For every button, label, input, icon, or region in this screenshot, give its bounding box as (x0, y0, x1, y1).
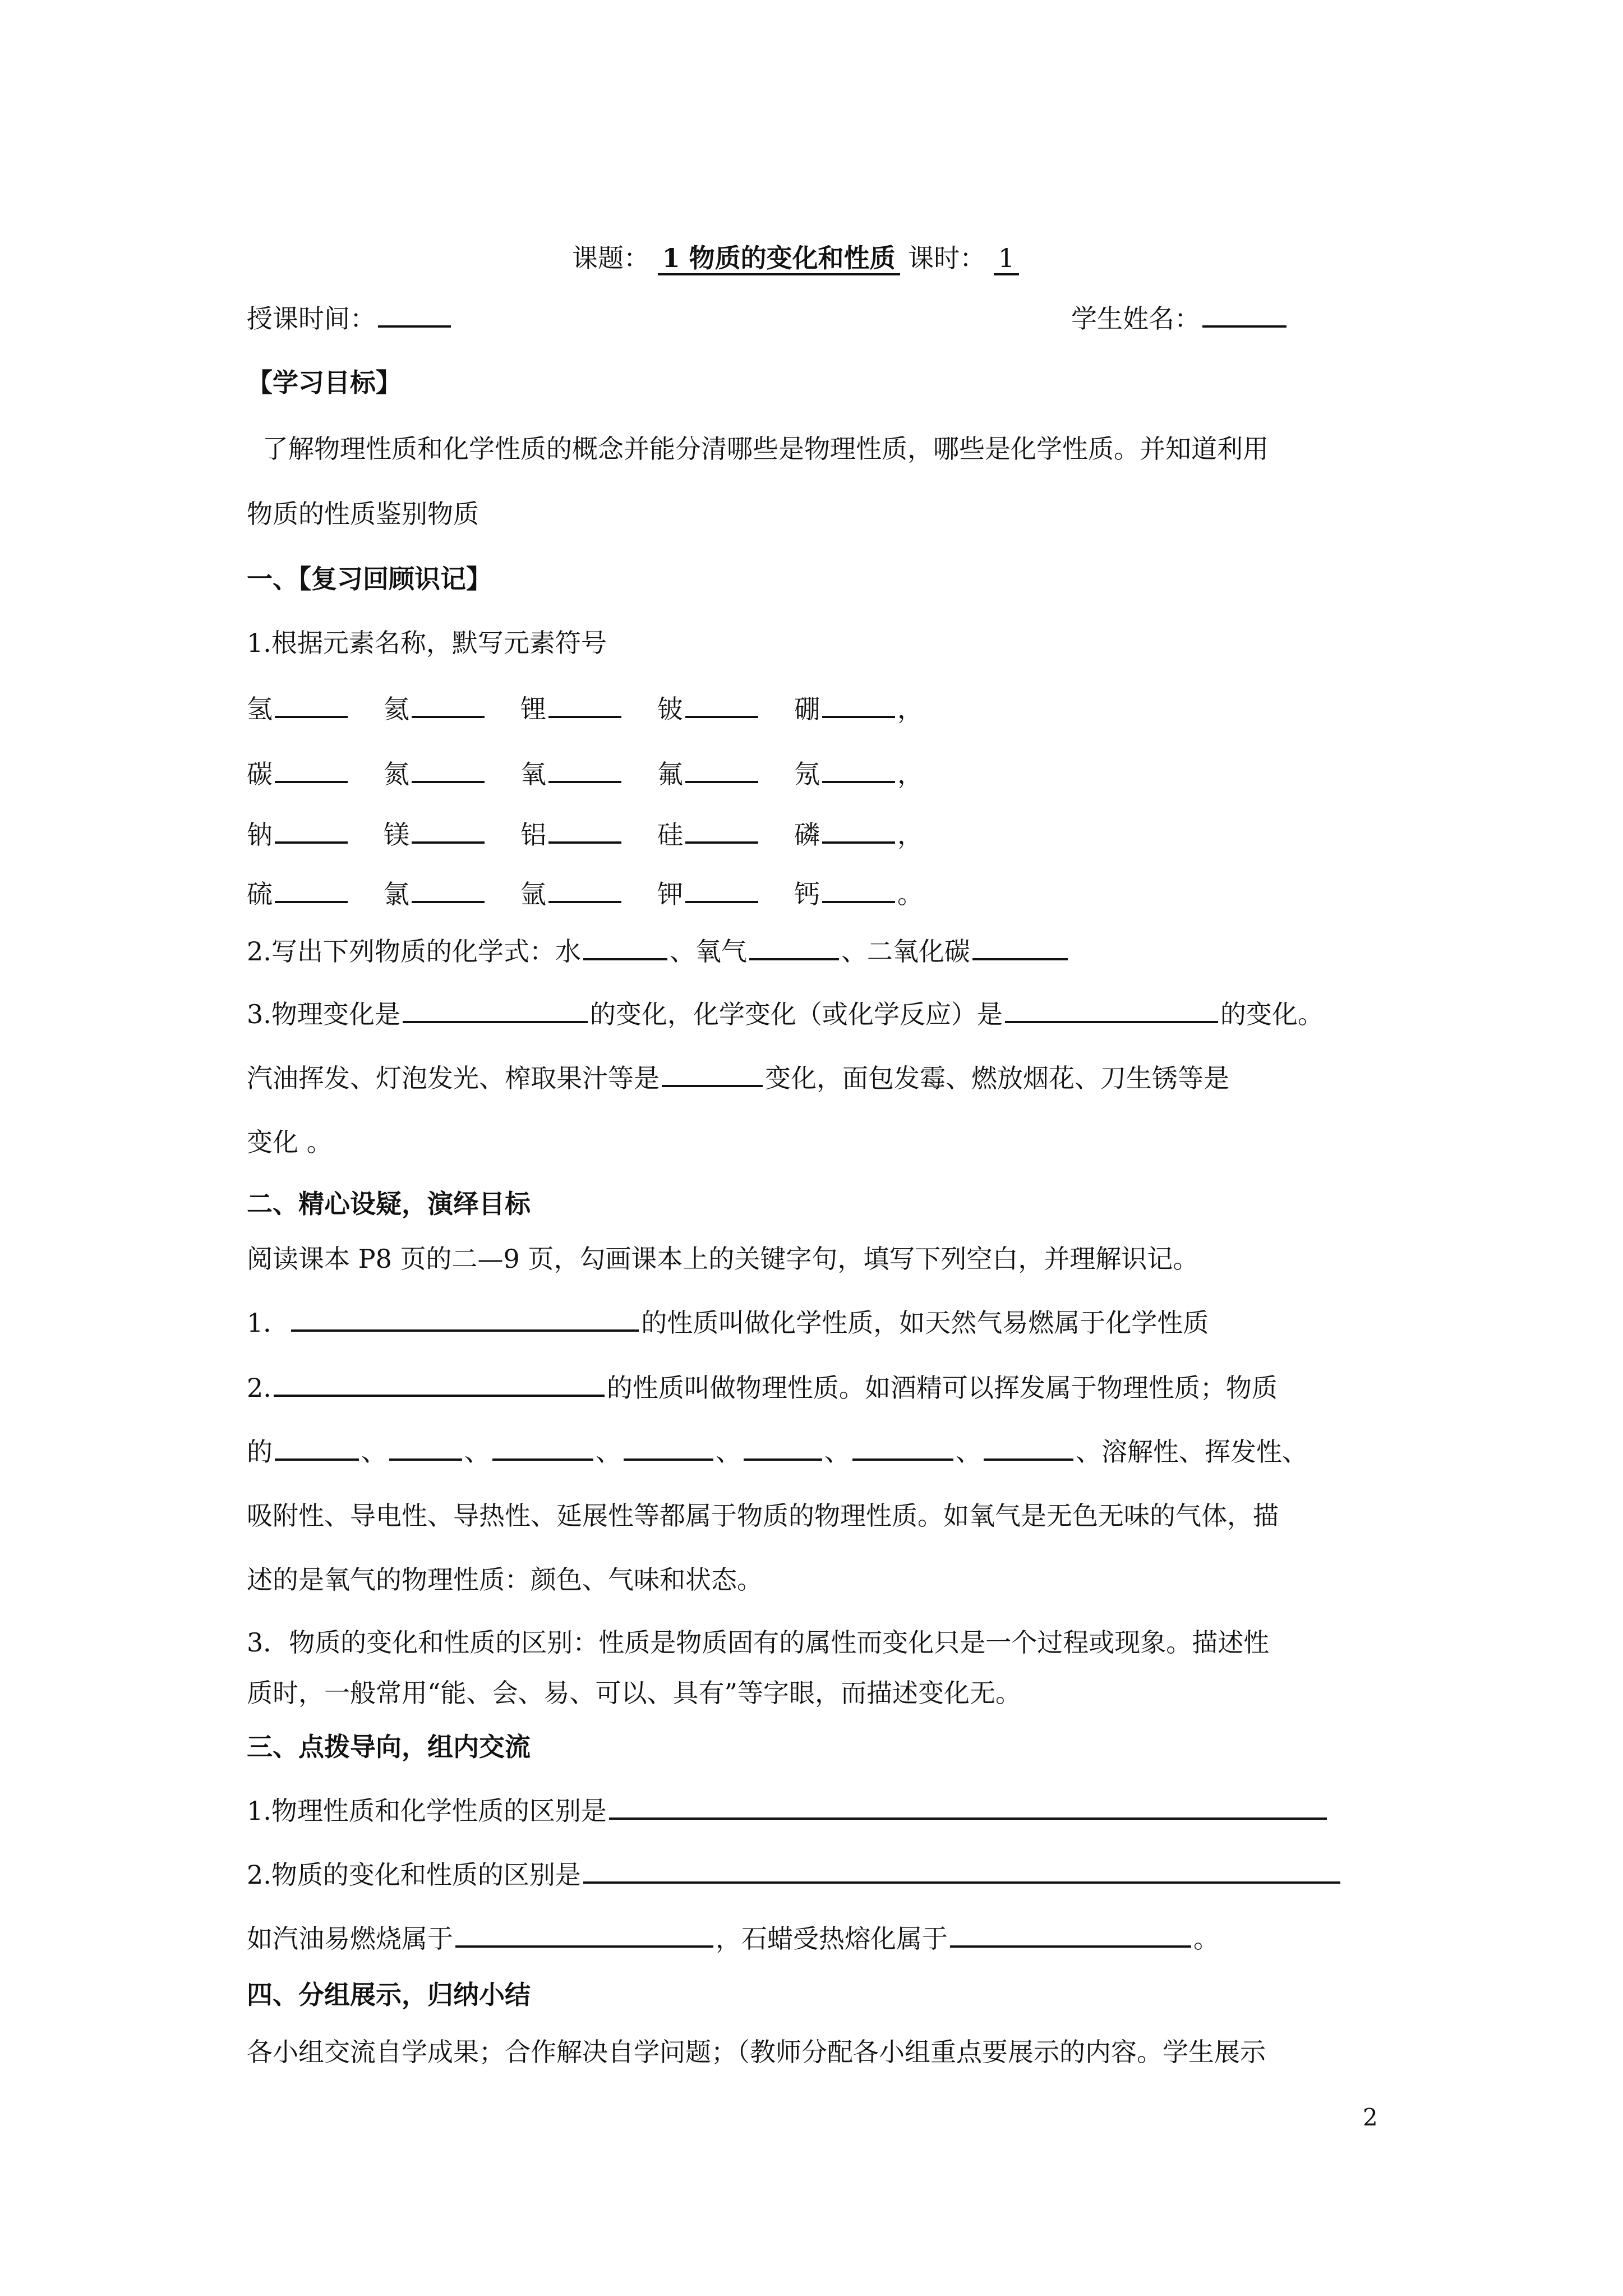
q3-text-a: 3.物理变化是 (247, 999, 400, 1029)
element-symbol-blank[interactable] (275, 756, 348, 783)
element-row (247, 817, 957, 852)
element-cell (657, 817, 760, 852)
element-name: 氯 (384, 879, 409, 909)
element-cell (384, 756, 487, 791)
element-row (247, 876, 957, 911)
element-name: 氩 (520, 879, 546, 909)
section-1-q1: 1.根据元素名称，默写元素符号 (247, 628, 607, 658)
element-name: 氦 (384, 694, 409, 724)
section-3-heading: 三、点拨导向，组内交流 (247, 1732, 531, 1762)
element-symbol-blank[interactable] (548, 691, 621, 718)
section-2-item-2-line-2 (247, 1434, 1308, 1469)
separator: 、 (361, 1437, 387, 1467)
section-2-intro: 阅读课本 P8 页的二—9 页，勾画课本上的关键字句，填写下列空白，并理解识记。 (247, 1244, 1199, 1274)
property-blank-3[interactable] (492, 1434, 593, 1461)
element-name: 氖 (794, 759, 820, 789)
element-name: 钾 (657, 879, 683, 909)
element-symbol-blank[interactable] (822, 817, 895, 844)
element-name: 氮 (384, 759, 409, 789)
element-symbol-blank[interactable] (685, 691, 758, 718)
element-name: 氧 (520, 759, 546, 789)
chemical-property-blank[interactable] (291, 1305, 639, 1332)
s3-q3-text-b: ，石蜡受热熔化属于 (716, 1924, 948, 1954)
element-cell (247, 817, 350, 852)
element-cell (520, 876, 624, 911)
property-blank-1[interactable] (275, 1434, 359, 1461)
section-2-item-1 (247, 1305, 1209, 1340)
element-symbol-blank[interactable] (275, 876, 348, 903)
section-2-item-2-line-3: 吸附性、导电性、导热性、延展性等都属于物质的物理性质。如氧气是无色无味的气体，描 (247, 1501, 1279, 1531)
item2-line2-end: 、溶解性、挥发性、 (1076, 1437, 1308, 1467)
lesson-time-row (247, 301, 453, 335)
element-symbol-blank[interactable] (685, 756, 758, 783)
q3-text-b: 的变化，化学变化（或化学反应）是 (589, 999, 1003, 1029)
separator: 、 (824, 1437, 850, 1467)
separator: 、 (464, 1437, 490, 1467)
element-symbol-blank[interactable] (548, 756, 621, 783)
element-cell (520, 817, 624, 852)
objectives-line-1: 了解物理性质和化学性质的概念并能分清哪些是物理性质，哪些是化学性质。并知道利用 (262, 434, 1269, 464)
section-1-heading: 一、【复习回顾识记】 (247, 564, 492, 594)
element-cell (247, 876, 350, 911)
property-blank-7[interactable] (984, 1434, 1073, 1461)
q2-text-b: 、氧气 (669, 936, 747, 967)
q3-line2-text-b: 变化，面包发霉、燃放烟花、刀生锈等是 (765, 1063, 1229, 1093)
item2-line2-start: 的 (247, 1437, 273, 1467)
title-prefix: 课题： (572, 243, 649, 273)
element-name: 铝 (520, 820, 546, 850)
element-cell (794, 876, 923, 911)
paraffin-blank[interactable] (950, 1921, 1191, 1948)
element-cell (384, 817, 487, 852)
lesson-title (572, 241, 1019, 275)
separator: 、 (716, 1437, 741, 1467)
item2-text: 的性质叫做物理性质。如酒精可以挥发属于物理性质；物质 (606, 1373, 1278, 1403)
element-name: 磷 (794, 820, 820, 850)
row-end-punctuation: ， (897, 694, 923, 724)
separator: 、 (956, 1437, 981, 1467)
element-name: 镁 (384, 820, 409, 850)
section-3-q3 (247, 1921, 1219, 1955)
section-2-heading: 二、精心设疑，演绎目标 (247, 1189, 531, 1219)
element-symbol-blank[interactable] (685, 876, 758, 903)
student-name-blank[interactable] (1202, 301, 1287, 328)
element-cell (384, 691, 487, 726)
element-symbol-blank[interactable] (548, 876, 621, 903)
property-blank-5[interactable] (744, 1434, 822, 1461)
change-type-blank[interactable] (662, 1060, 763, 1087)
row-end-punctuation: ， (897, 759, 923, 789)
element-name: 铍 (657, 694, 683, 724)
q3-text-c: 的变化。 (1220, 999, 1324, 1029)
element-name: 硫 (247, 879, 273, 909)
s3-q3-text-a: 如汽油易燃烧属于 (247, 1924, 453, 1954)
title-topic: 1 物质的变化和性质 (658, 243, 900, 275)
s3-q2-text: 2.物质的变化和性质的区别是 (247, 1860, 581, 1890)
element-name: 氟 (657, 759, 683, 789)
q2-text-c: 、二氧化碳 (841, 936, 970, 967)
element-cell (657, 756, 760, 791)
element-row (247, 691, 957, 726)
element-name: 碳 (247, 759, 273, 789)
section-1-q3-line-3: 变化 。 (247, 1127, 333, 1157)
section-3-q2 (247, 1857, 1343, 1892)
element-cell (520, 756, 624, 791)
element-cell (247, 691, 350, 726)
change-property-difference-blank[interactable] (583, 1857, 1340, 1884)
time-label: 授课时间： (247, 303, 376, 334)
element-symbol-blank[interactable] (412, 691, 485, 718)
item2-number: 2. (247, 1373, 271, 1403)
section-2-item-2-line-4: 述的是氧气的物理性质：颜色、气味和状态。 (247, 1565, 763, 1595)
separator: 、 (596, 1437, 621, 1467)
element-symbol-blank[interactable] (275, 817, 348, 844)
period-label: 课时： (908, 243, 986, 273)
section-3-q1 (247, 1793, 1329, 1828)
element-name: 钠 (247, 820, 273, 850)
water-formula-blank[interactable] (583, 933, 667, 960)
element-symbol-blank[interactable] (822, 756, 895, 783)
q3-line2-text-a: 汽油挥发、灯泡发光、榨取果汁等是 (247, 1063, 660, 1093)
physical-change-blank[interactable] (403, 996, 588, 1023)
element-name: 钙 (794, 879, 820, 909)
section-4-line-1: 各小组交流自学成果；合作解决自学问题；（教师分配各小组重点要展示的内容。学生展示 (247, 2037, 1266, 2067)
item1-text: 的性质叫做化学性质，如天然气易燃属于化学性质 (641, 1308, 1209, 1338)
student-name-row (1071, 301, 1289, 335)
element-cell (794, 817, 923, 852)
element-name: 硼 (794, 694, 820, 724)
element-cell (247, 756, 350, 791)
chemical-change-blank[interactable] (1005, 996, 1218, 1023)
element-symbol-blank[interactable] (412, 756, 485, 783)
element-symbol-blank[interactable] (412, 876, 485, 903)
gasoline-blank[interactable] (455, 1921, 713, 1948)
co2-formula-blank[interactable] (972, 933, 1068, 960)
section-2-item-3-line-2: 质时，一般常用“能、会、易、可以、具有”等字眼，而描述变化无。 (247, 1678, 1022, 1708)
element-cell (384, 876, 487, 911)
section-4-heading: 四、分组展示，归纳小结 (247, 1980, 531, 2010)
objectives-line-2: 物质的性质鉴别物质 (247, 499, 479, 529)
element-cell (520, 691, 624, 726)
item1-number: 1． (247, 1308, 289, 1338)
period-value: 1 (994, 243, 1019, 275)
element-symbol-blank[interactable] (822, 876, 895, 903)
element-symbol-blank[interactable] (412, 817, 485, 844)
row-end-punctuation: ， (897, 820, 923, 850)
element-name: 硅 (657, 820, 683, 850)
element-name: 锂 (520, 694, 546, 724)
element-cell (657, 691, 760, 726)
element-cell (794, 691, 923, 726)
q2-text-a: 2.写出下列物质的化学式：水 (247, 936, 581, 967)
section-1-q2 (247, 933, 1070, 968)
property-blank-4[interactable] (624, 1434, 713, 1461)
row-end-punctuation: 。 (897, 879, 923, 909)
property-blank-6[interactable] (852, 1434, 953, 1461)
physical-property-blank[interactable] (274, 1370, 605, 1397)
element-name: 氢 (247, 694, 273, 724)
element-symbol-blank[interactable] (822, 691, 895, 718)
page-number: 2 (1363, 2104, 1378, 2131)
property-blank-2[interactable] (389, 1434, 462, 1461)
element-symbol-blank[interactable] (275, 691, 348, 718)
section-2-item-3-line-1: 3．物质的变化和性质的区别：性质是物质固有的属性而变化只是一个过程或现象。描述性 (247, 1627, 1270, 1658)
oxygen-formula-blank[interactable] (749, 933, 839, 960)
element-symbol-blank[interactable] (548, 817, 621, 844)
time-blank[interactable] (378, 301, 451, 328)
section-1-q3 (247, 996, 1324, 1031)
section-1-q3-line-2 (247, 1060, 1229, 1095)
section-2-item-2 (247, 1370, 1278, 1405)
element-cell (657, 876, 760, 911)
student-label: 学生姓名： (1071, 303, 1200, 334)
s3-q1-text: 1.物理性质和化学性质的区别是 (247, 1796, 607, 1826)
property-difference-blank[interactable] (609, 1793, 1327, 1820)
objectives-heading: 【学习目标】 (247, 367, 402, 398)
s3-q3-text-c: 。 (1193, 1924, 1219, 1954)
element-cell (794, 756, 923, 791)
element-symbol-blank[interactable] (685, 817, 758, 844)
element-row (247, 756, 957, 791)
